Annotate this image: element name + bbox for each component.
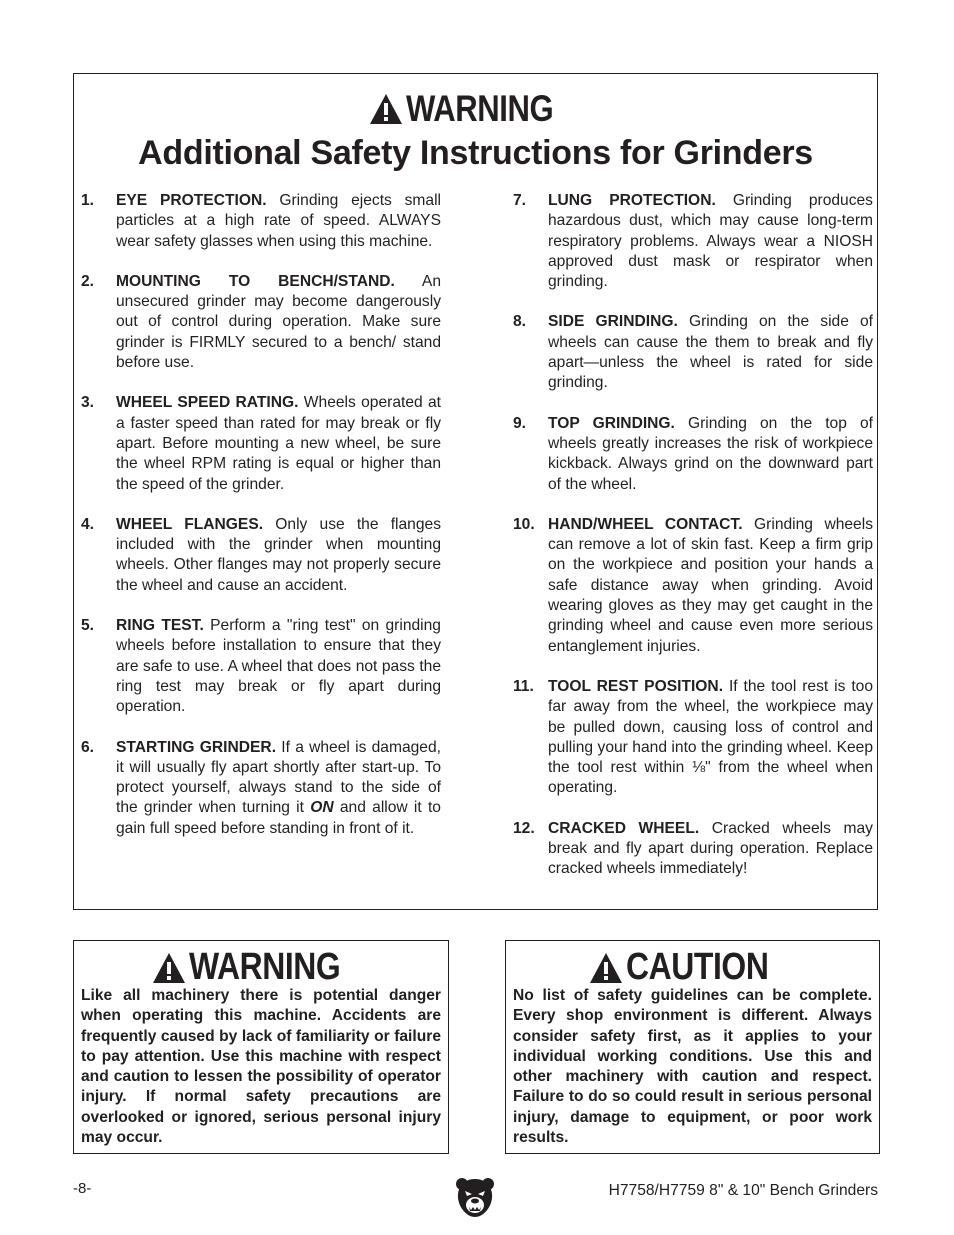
list-item: 12. CRACKED WHEEL. Cracked wheels may break and fly apart during operation. Replace cracked wheels immediately!: [513, 819, 873, 878]
left-column: [81, 191, 441, 859]
warning-label: WARNING: [189, 946, 341, 988]
warning-triangle-icon: [152, 952, 186, 984]
list-item: 3. WHEEL SPEED RATING. Wheels operated at a faster speed than rated for may break or fly apart. Before mounting a new wheel, be sure the wheel RPM rating is equal or higher than the speed of the grinder.: [81, 394, 441, 493]
caution-box: [505, 940, 880, 1154]
caution-label: CAUTION: [626, 946, 769, 988]
list-item: 8. SIDE GRINDING. Grinding on the side of wheels can cause the them to break and fly apart—unless the wheel is rated for side grinding.: [513, 313, 874, 392]
warning-label: WARNING: [406, 88, 554, 129]
list-item: 2. MOUNTING TO BENCH/STAND. An unsecured grinder may become dangerously out of control during operation. Make sure grinder is FIRMLY secured to a bench/ stand before use.: [81, 272, 441, 372]
right-column: [513, 191, 873, 900]
footer-title: H7758/H7759 8" & 10" Bench Grinders: [608, 1182, 878, 1199]
list-item: 11. TOOL REST POSITION. If the tool rest is too far away from the wheel, the workpiece may be pulled down, causing loss of control and pulling your hand into the grinding wheel. Keep the tool rest within ⅛" from the wheel when operating.: [513, 677, 873, 797]
safety-instructions-box: [73, 73, 878, 910]
list-item: 9. TOP GRINDING. Grinding on the top of wheels greatly increases the risk of workpiece kickback. Always grind on the downward part of the wheel.: [513, 414, 873, 493]
list-item: 10. HAND/WHEEL CONTACT. Grinding wheels can remove a lot of skin fast. Keep a firm grip on the workpiece and position your hands a safe distance away when grinding. Avoid wearing gloves as they may get caught in the grinding wheel and cause even more serious entanglement injuries.: [513, 515, 873, 655]
list-item: 5. RING TEST. Perform a "ring test" on grinding wheels before installation to ensure that they are safe to use. A wheel that does not pass the ring test may break or fly apart during operation.: [81, 617, 441, 716]
page-number: -8-: [73, 1180, 92, 1197]
warning-text: Like all machinery there is potential danger when operating this machine. Accidents are frequently caused by lack of familiarity or failure to pay attention. Use this machine with respect and caution to lessen the possibility of operator injury. If normal safety precautions are overlooked or ignored, serious personal injury may occur.: [81, 987, 441, 1147]
bear-logo-icon: [455, 1176, 495, 1218]
list-item: 7. LUNG PROTECTION. Grinding produces hazardous dust, which may cause long-term respiratory problems. Always wear a NIOSH approved dust mask or respirator when grinding.: [513, 192, 873, 291]
warning-triangle-icon: [589, 952, 623, 984]
warning-triangle-icon: [369, 93, 403, 125]
section-title: Additional Safety Instructions for Grinders: [138, 134, 813, 172]
list-item: 1. EYE PROTECTION. Grinding ejects small particles at a high rate of speed. ALWAYS wear safety glasses when using this machine.: [81, 192, 441, 250]
warning-banner: [74, 88, 877, 130]
list-item: 4. WHEEL FLANGES. Only use the flanges included with the grinder when mounting wheels. Other flanges may not properly secure the wheel and cause an accident.: [81, 515, 441, 594]
list-item: 6. STARTING GRINDER. If a wheel is damaged, it will usually fly apart shortly after start-up. To protect yourself, always stand to the side of the grinder when turning it ON and allow it to gain full speed before standing in front of it.: [81, 738, 441, 837]
caution-text: No list of safety guidelines can be complete. Every shop environment is different. Always consider safety first, as it applies to your individual working conditions. Use this and other machinery with caution and respect. Failure to do so could result in serious personal injury, damage to equipment, or poor work results.: [513, 987, 872, 1147]
warning-banner: [74, 946, 448, 989]
caution-banner: [506, 946, 879, 989]
warning-box: [73, 940, 449, 1154]
